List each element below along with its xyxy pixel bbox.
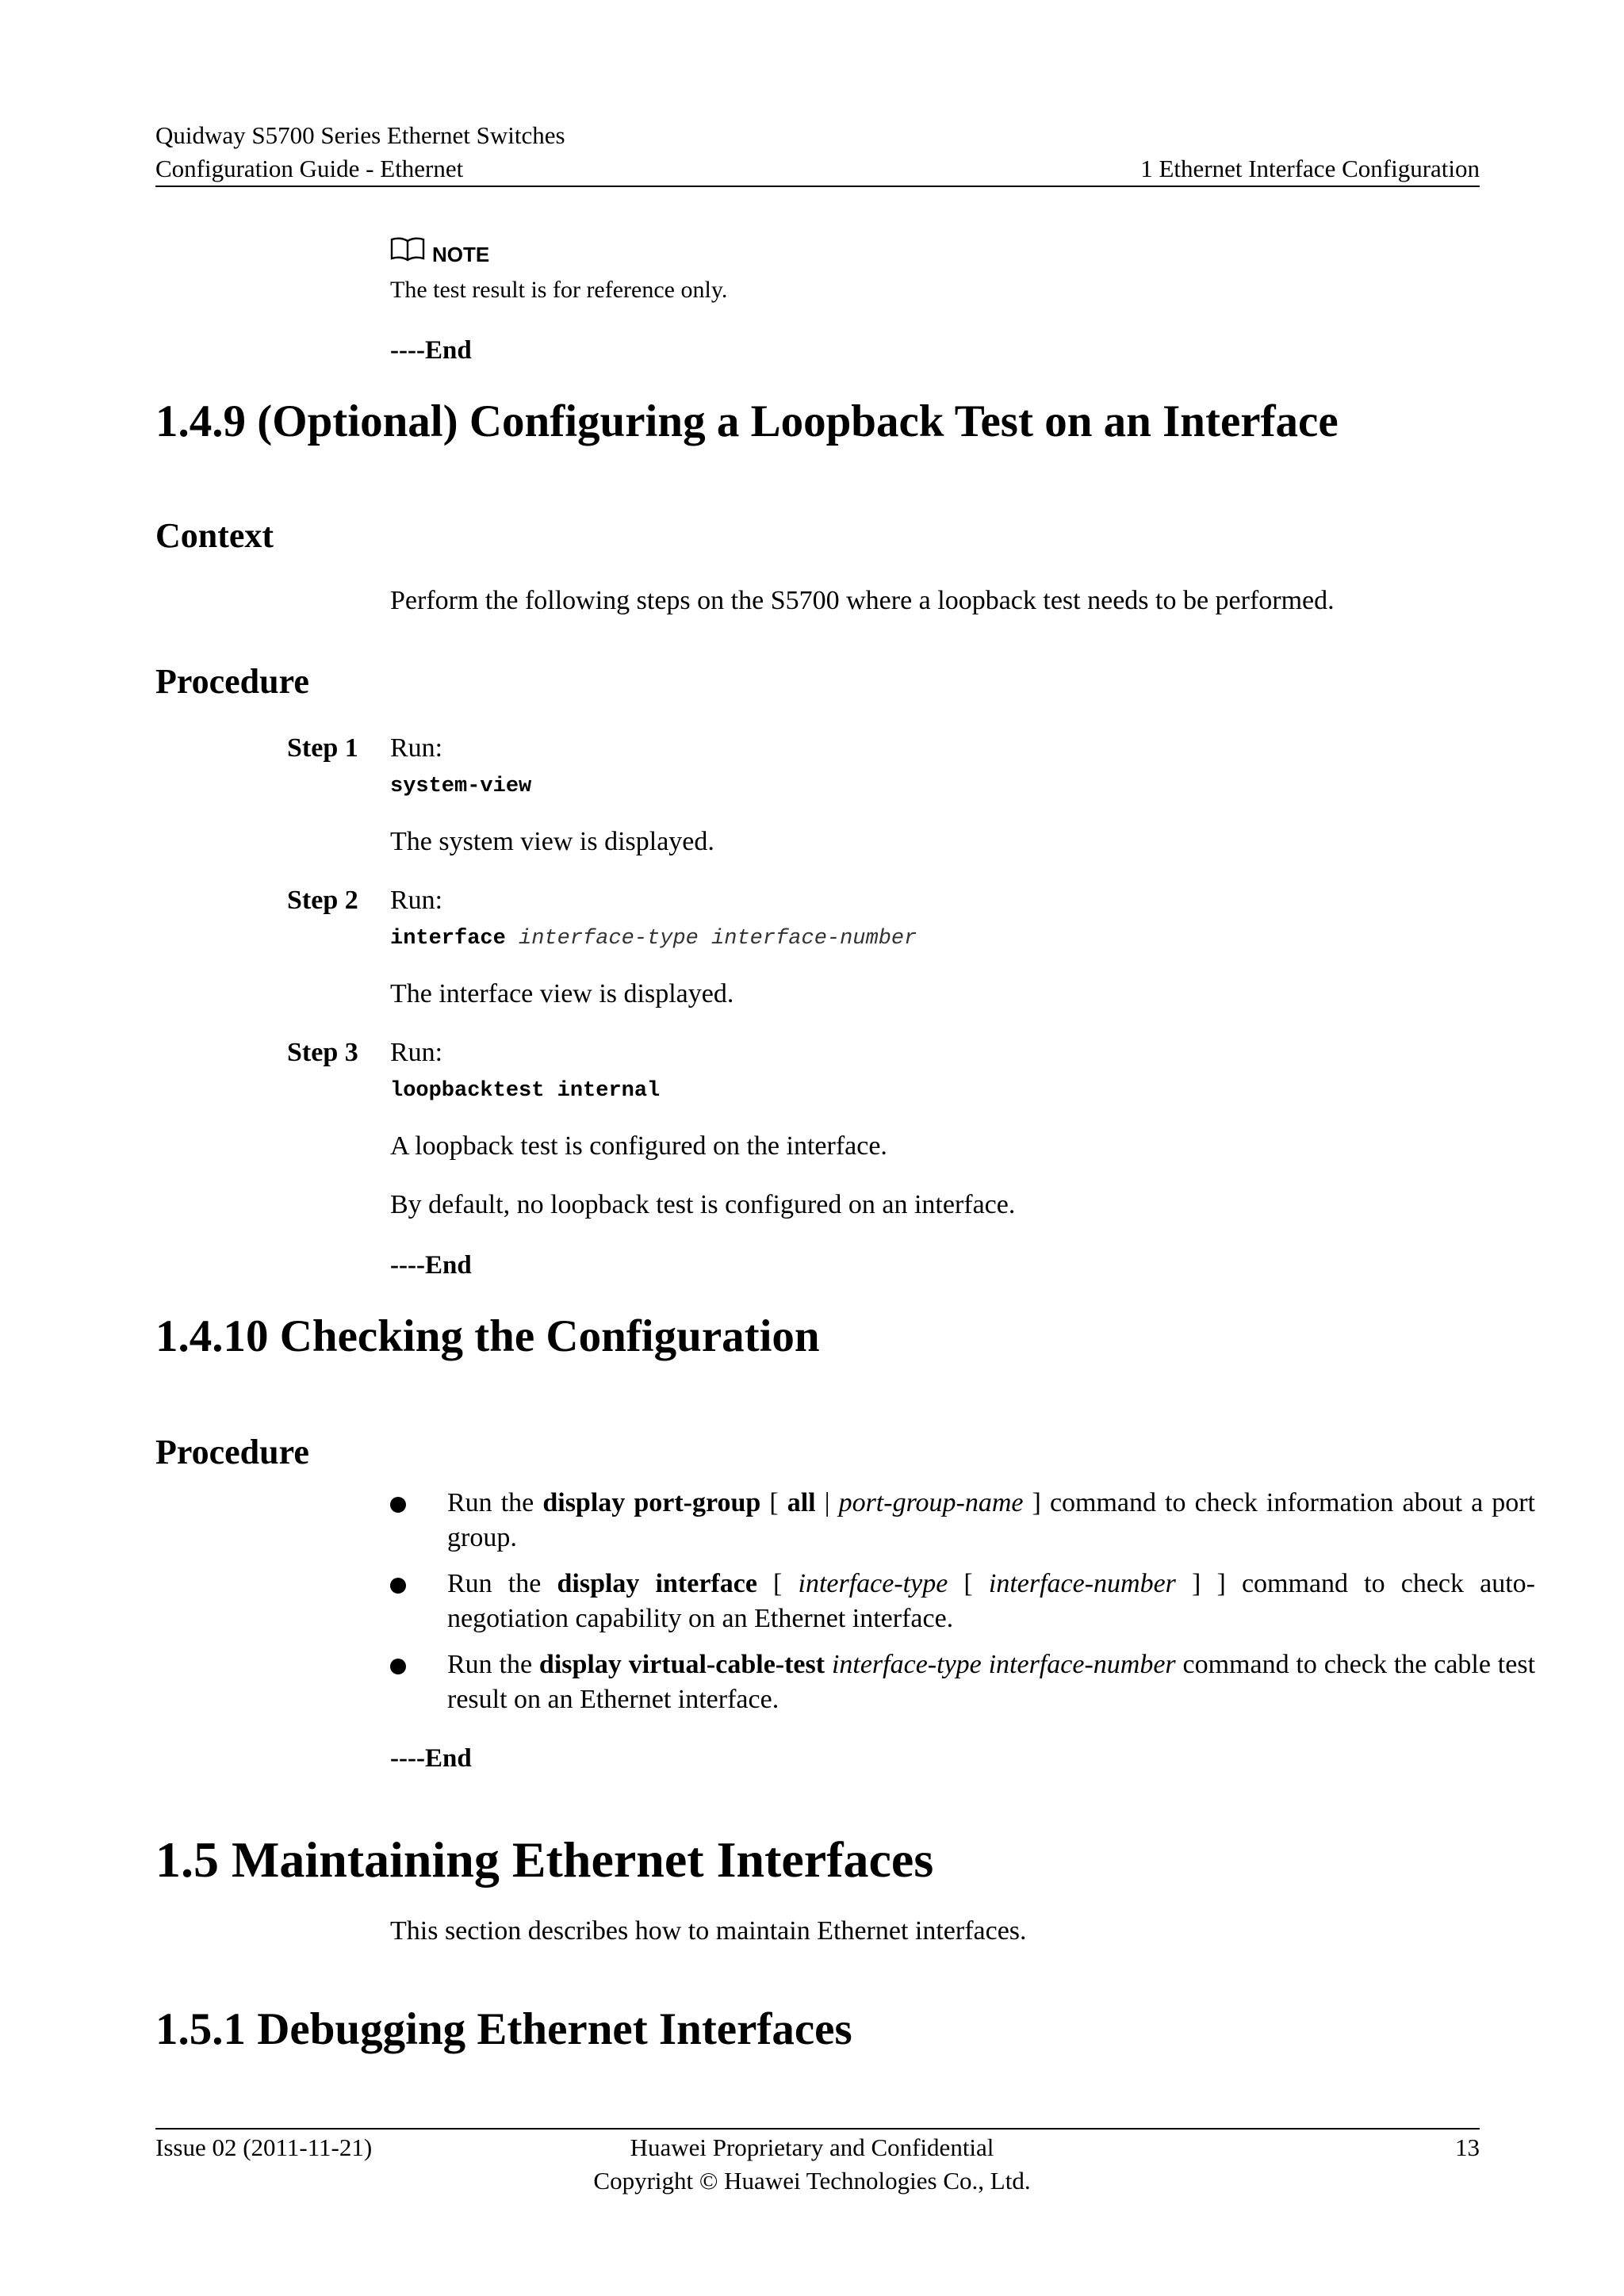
header-product: Quidway S5700 Series Ethernet Switches <box>155 121 565 149</box>
footer-confidential: Huawei Proprietary and Confidential <box>630 2133 994 2161</box>
step-run: Run: <box>390 733 443 763</box>
note-text: The test result is for reference only. <box>390 277 728 303</box>
list-text: command to check auto-negotiation capability on an Ethernet interface. <box>447 1569 1535 1633</box>
list-item <box>447 1647 1535 1717</box>
list-text <box>825 1650 832 1679</box>
step-run: Run: <box>390 886 443 915</box>
list-text: | <box>815 1488 839 1517</box>
command-line <box>390 1077 660 1105</box>
command-line <box>390 924 917 953</box>
section-title-1-5-1: 1.5.1 Debugging Ethernet Interfaces <box>155 2004 852 2054</box>
bullet-icon <box>390 1497 406 1513</box>
section-title-1-4-9: 1.4.9 (Optional) Configuring a Loopback Test on an Interface <box>155 396 1339 446</box>
list-text: ] <box>1023 1488 1041 1517</box>
command-line <box>390 772 531 801</box>
bullet-icon <box>390 1578 406 1594</box>
bullet-icon <box>390 1659 406 1674</box>
section-intro: This section describes how to maintain Ethernet interfaces. <box>390 1916 1027 1946</box>
step-result: By default, no loopback test is configured on an interface. <box>390 1190 1016 1219</box>
note-label: NOTE <box>432 243 490 266</box>
command-keyword: display port-group <box>542 1488 761 1517</box>
procedure-heading: Procedure <box>155 1433 309 1471</box>
command-keyword: interface <box>390 927 506 951</box>
command-args: interface-type <box>798 1569 948 1598</box>
end-marker: ----End <box>390 1744 472 1773</box>
list-text: [ <box>756 1569 799 1598</box>
list-item <box>447 1486 1535 1556</box>
command-args: interface-number <box>988 1569 1176 1598</box>
list-text: Run the <box>447 1569 557 1598</box>
page-number: 13 <box>1455 2133 1480 2161</box>
step-result: A loopback test is configured on the interface. <box>390 1131 887 1161</box>
footer-copyright: Copyright © Huawei Technologies Co., Ltd. <box>593 2167 1031 2195</box>
end-marker: ----End <box>390 336 472 365</box>
list-text: ] ] <box>1175 1569 1226 1598</box>
command-args: interface-type interface-number <box>519 927 917 951</box>
header-guide: Configuration Guide - Ethernet <box>155 155 464 182</box>
list-text: [ <box>948 1569 989 1598</box>
command-args: interface-type interface-number <box>831 1650 1176 1679</box>
command-keyword: loopbacktest internal <box>390 1079 661 1103</box>
step-label: Step 2 <box>287 886 358 915</box>
command-option: all <box>787 1488 816 1517</box>
list-item <box>447 1567 1535 1636</box>
header-chapter: 1 Ethernet Interface Configuration <box>1140 155 1480 182</box>
list-text: Run the <box>447 1488 543 1517</box>
end-marker: ----End <box>390 1251 472 1280</box>
context-text: Perform the following steps on the S5700 where a loopback test needs to be performed. <box>390 586 1335 615</box>
step-run: Run: <box>390 1038 443 1067</box>
footer-rule <box>155 2128 1480 2130</box>
step-result: The system view is displayed. <box>390 827 714 856</box>
step-label: Step 1 <box>287 733 358 763</box>
step-result: The interface view is displayed. <box>390 979 734 1008</box>
list-text: command to check the cable test result on an Ethernet interface. <box>447 1650 1536 1714</box>
header-rule <box>155 186 1480 187</box>
footer-issue: Issue 02 (2011-11-21) <box>155 2133 373 2161</box>
command-args: port-group-name <box>838 1488 1024 1517</box>
list-text: command to check information about a port group. <box>447 1488 1536 1552</box>
list-text: Run the <box>447 1650 539 1679</box>
command-keyword: system-view <box>390 775 532 798</box>
section-title-1-5: 1.5 Maintaining Ethernet Interfaces <box>155 1831 934 1888</box>
book-icon <box>390 236 425 266</box>
context-heading: Context <box>155 516 274 555</box>
procedure-heading: Procedure <box>155 662 309 701</box>
command-keyword: display interface <box>557 1569 757 1598</box>
command-keyword: display virtual-cable-test <box>538 1650 825 1679</box>
step-label: Step 3 <box>287 1038 358 1067</box>
list-text: [ <box>760 1488 787 1517</box>
section-title-1-4-10: 1.4.10 Checking the Configuration <box>155 1311 820 1361</box>
